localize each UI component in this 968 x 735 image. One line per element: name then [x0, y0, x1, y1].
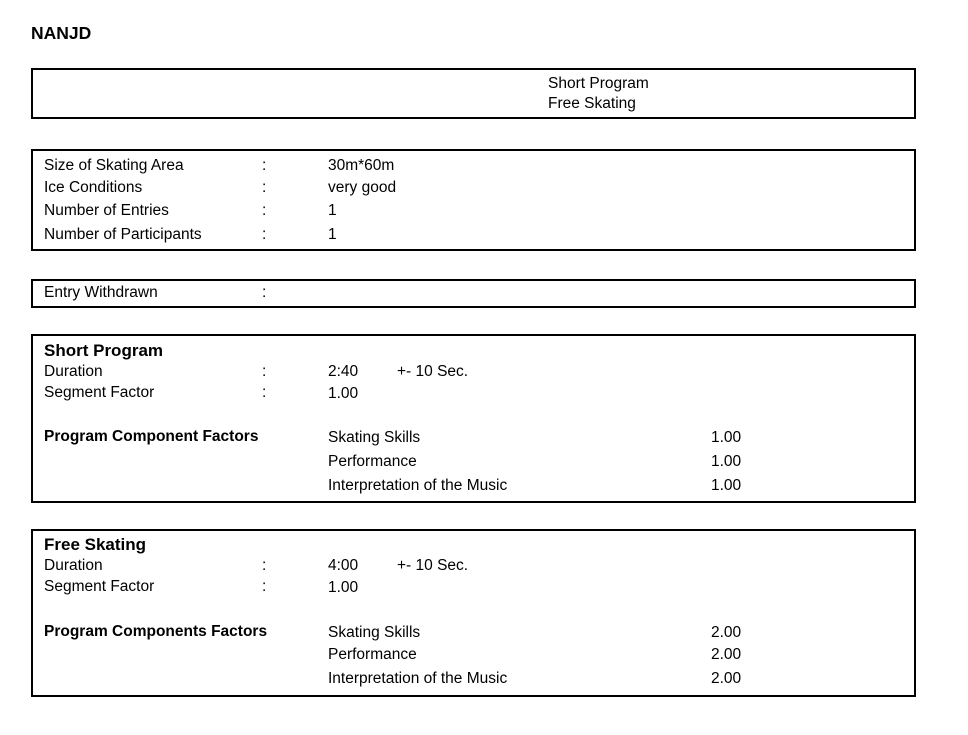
- fs-duration-value: 4:00: [328, 557, 359, 574]
- info-value-entries: 1: [328, 202, 337, 219]
- withdrawn-colon: :: [262, 284, 267, 301]
- sp-component-value: 1.00: [711, 477, 742, 494]
- fs-factor-colon: :: [262, 578, 267, 595]
- info-value-participants: 1: [328, 226, 337, 243]
- segment-short-program: Short Program: [548, 75, 649, 92]
- fs-component-name: Performance: [328, 646, 417, 663]
- info-label-entries: Number of Entries: [44, 202, 169, 219]
- fs-factor-value: 1.00: [328, 579, 359, 596]
- sp-duration-tolerance: +- 10 Sec.: [397, 363, 469, 380]
- info-label-skating-area: Size of Skating Area: [44, 157, 184, 174]
- fs-factor-label: Segment Factor: [44, 578, 155, 595]
- info-colon: :: [262, 157, 267, 174]
- sp-pc-label: Program Component Factors: [44, 428, 259, 445]
- info-value-skating-area: 30m*60m: [328, 157, 395, 174]
- segments-box: [31, 68, 916, 119]
- fs-pc-label: Program Components Factors: [44, 623, 268, 640]
- withdrawn-box: [31, 279, 916, 308]
- sp-duration-label: Duration: [44, 363, 103, 380]
- info-colon: :: [262, 179, 267, 196]
- sp-component-value: 1.00: [711, 429, 742, 446]
- info-label-participants: Number of Participants: [44, 226, 202, 243]
- fs-duration-tolerance: +- 10 Sec.: [397, 557, 469, 574]
- fs-component-value: 2.00: [711, 646, 742, 663]
- sp-component-name: Skating Skills: [328, 429, 421, 446]
- info-value-ice-conditions: very good: [328, 179, 397, 196]
- withdrawn-label: Entry Withdrawn: [44, 284, 158, 301]
- info-label-ice-conditions: Ice Conditions: [44, 179, 143, 196]
- sp-component-name: Performance: [328, 453, 417, 470]
- sp-factor-value: 1.00: [328, 385, 359, 402]
- sp-duration-value: 2:40: [328, 363, 359, 380]
- fs-duration-colon: :: [262, 557, 267, 574]
- sp-factor-colon: :: [262, 384, 267, 401]
- fs-component-name: Skating Skills: [328, 624, 421, 641]
- fs-duration-label: Duration: [44, 557, 103, 574]
- info-colon: :: [262, 202, 267, 219]
- info-colon: :: [262, 226, 267, 243]
- sp-factor-label: Segment Factor: [44, 384, 155, 401]
- sp-component-name: Interpretation of the Music: [328, 477, 508, 494]
- fs-component-name: Interpretation of the Music: [328, 670, 508, 687]
- free-skating-title: Free Skating: [44, 535, 147, 554]
- sp-duration-colon: :: [262, 363, 267, 380]
- page-title: NANJD: [31, 23, 92, 43]
- sp-component-value: 1.00: [711, 453, 742, 470]
- segment-free-skating: Free Skating: [548, 95, 636, 112]
- fs-component-value: 2.00: [711, 624, 742, 641]
- short-program-title: Short Program: [44, 341, 164, 360]
- fs-component-value: 2.00: [711, 670, 742, 687]
